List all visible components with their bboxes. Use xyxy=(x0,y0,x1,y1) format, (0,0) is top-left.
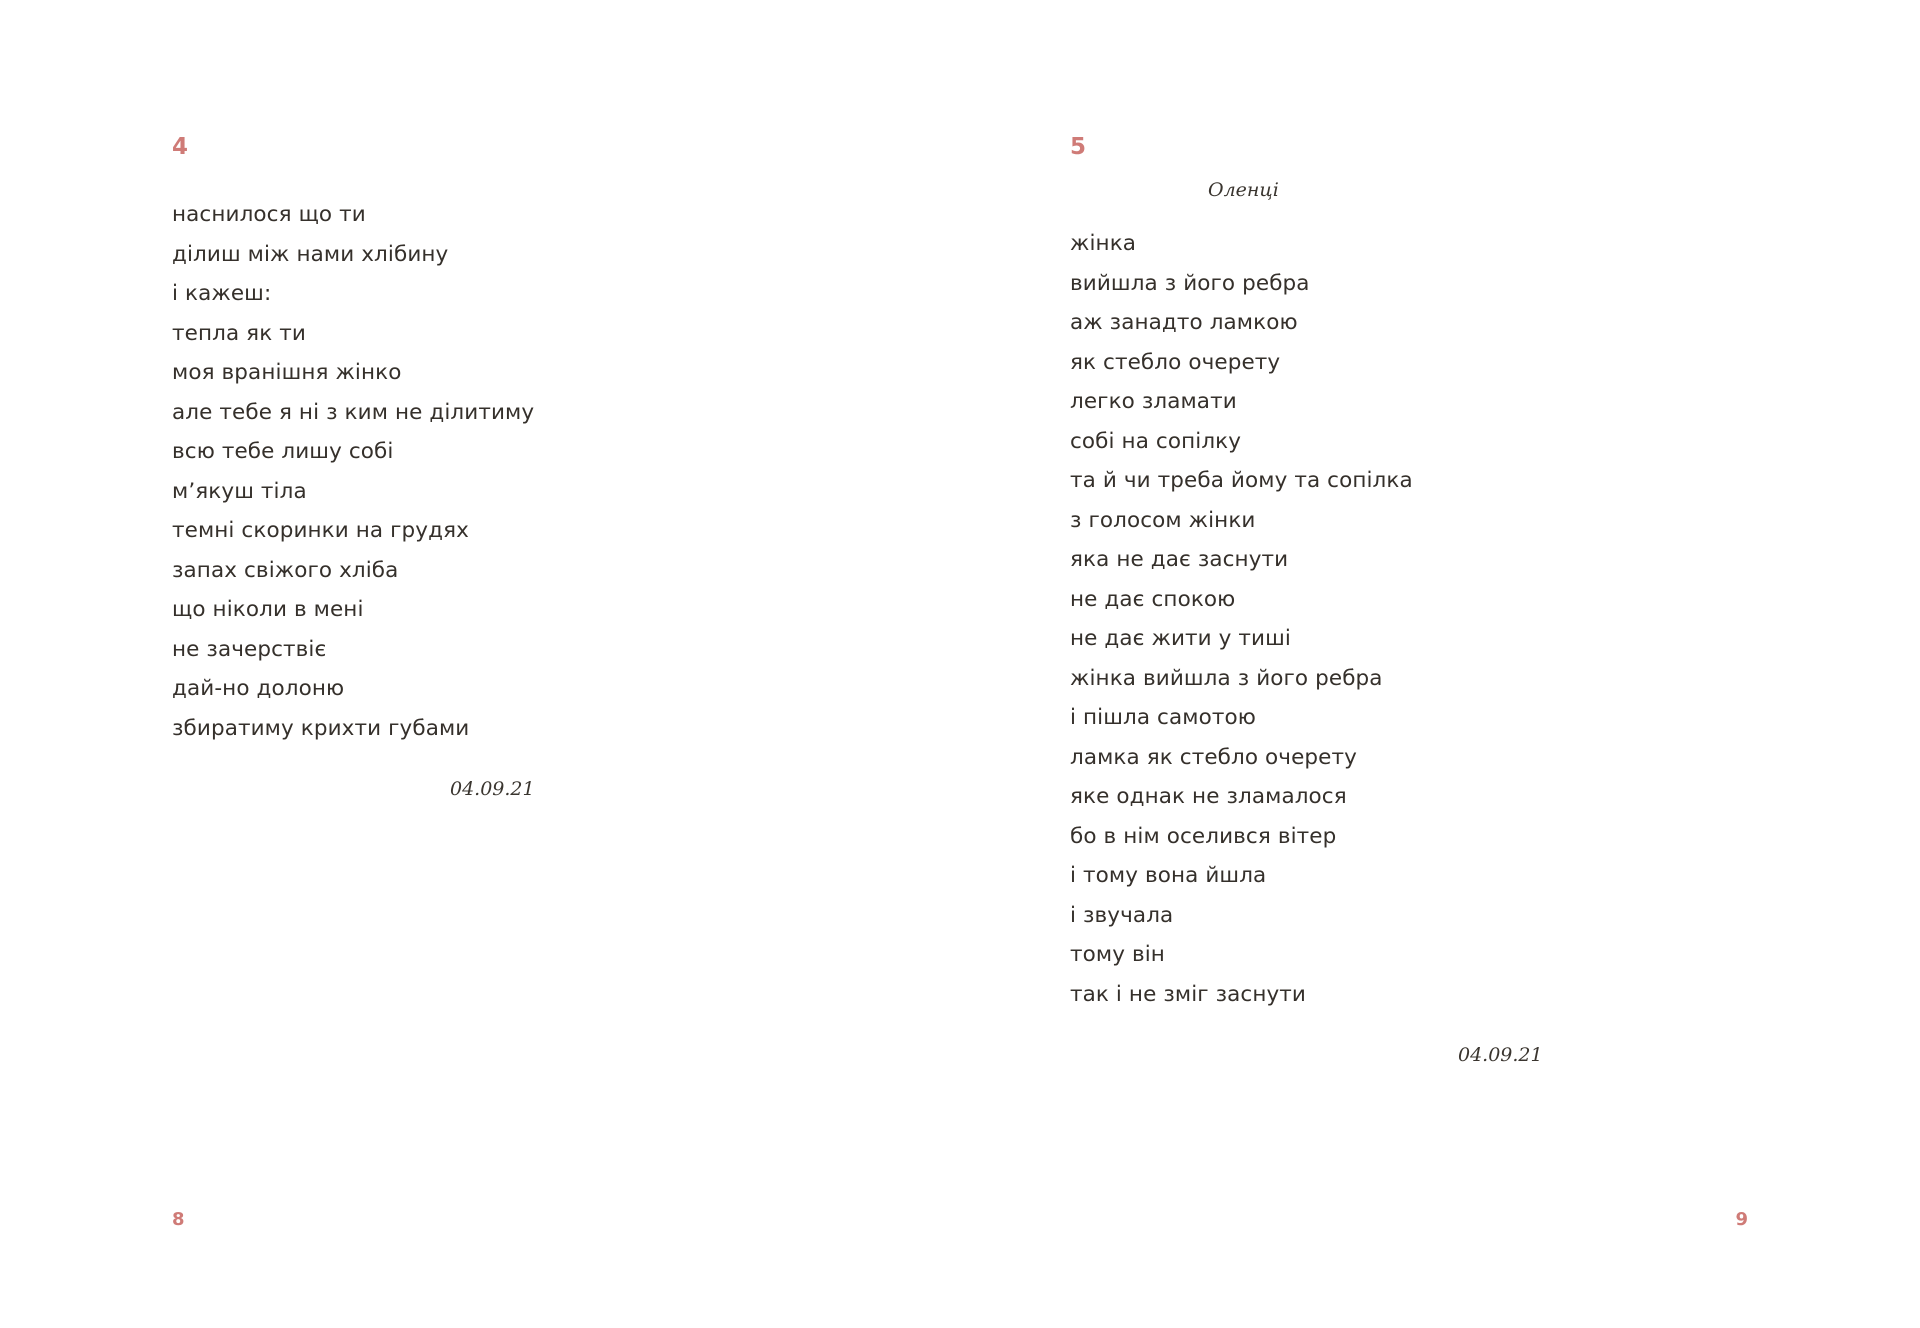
poem-line: ділиш між нами хлібину xyxy=(172,241,449,267)
poem-line: всю тебе лишу собі xyxy=(172,439,394,464)
poem-line: і звучала xyxy=(1070,902,1174,928)
poem-line: легко зламати xyxy=(1070,389,1237,414)
poem-line: яка не дає заснути xyxy=(1070,547,1289,572)
poem-line: вийшла з його ребра xyxy=(1070,270,1310,296)
poem-line: дай-но долоню xyxy=(172,676,345,701)
poem-line: що ніколи в мені xyxy=(172,597,364,622)
poem-line: і кажеш: xyxy=(172,281,272,306)
poem-line: темні скоринки на грудях xyxy=(172,518,469,543)
poem-line: яке однак не зламалося xyxy=(1070,784,1347,809)
poem-line: збиратиму крихти губами xyxy=(172,715,470,741)
poem-number-right: 5 xyxy=(1070,134,1087,160)
spacer-left xyxy=(172,159,960,195)
poem-line: аж занадто ламкою xyxy=(1070,310,1298,335)
page-right xyxy=(960,0,1920,1328)
poem-line: жінка вийшла з його ребра xyxy=(1070,665,1383,691)
poem-dedication: Оленці xyxy=(1208,179,1279,201)
page-number-right: 9 xyxy=(1735,1209,1748,1230)
poem-line: та й чи треба йому та сопілка xyxy=(1070,468,1413,493)
poem-line: бо в нім оселився вітер xyxy=(1070,823,1337,849)
poem-line: з голосом жінки xyxy=(1070,507,1256,533)
page-number-left: 8 xyxy=(172,1209,185,1230)
poem-line: не дає спокою xyxy=(1070,586,1236,612)
poem-line: тепла як ти xyxy=(172,320,306,346)
poem-body-left xyxy=(172,195,960,748)
poem-number-left: 4 xyxy=(172,134,189,160)
poem-line: запах свіжого хліба xyxy=(172,557,399,583)
poem-line: собі на сопілку xyxy=(1070,428,1242,454)
poem-line: і пішла самотою xyxy=(1070,705,1256,730)
poem-line: не зачерствіє xyxy=(172,636,327,662)
poem-line: як стебло очерету xyxy=(1070,349,1281,375)
poem-line: і тому вона йшла xyxy=(1070,863,1267,888)
poem-line: м’якуш тіла xyxy=(172,478,307,504)
poem-line: моя вранішня жінко xyxy=(172,360,402,385)
poem-line: не дає жити у тиші xyxy=(1070,626,1291,651)
poem-date-right: 04.09.21 xyxy=(1458,1044,1543,1066)
poem-line: тому він xyxy=(1070,942,1165,967)
poem-line: ламка як стебло очерету xyxy=(1070,744,1357,770)
poem-line: але тебе я ні з ким не ділитиму xyxy=(172,399,535,425)
poem-body-right xyxy=(1070,224,1920,1014)
poem-line: жінка xyxy=(1070,231,1137,256)
poem-date-left: 04.09.21 xyxy=(450,778,535,800)
spacer-right xyxy=(1070,200,1920,224)
poem-line: наснилося що ти xyxy=(172,202,366,227)
poem-line: так і не зміг заснути xyxy=(1070,981,1307,1007)
